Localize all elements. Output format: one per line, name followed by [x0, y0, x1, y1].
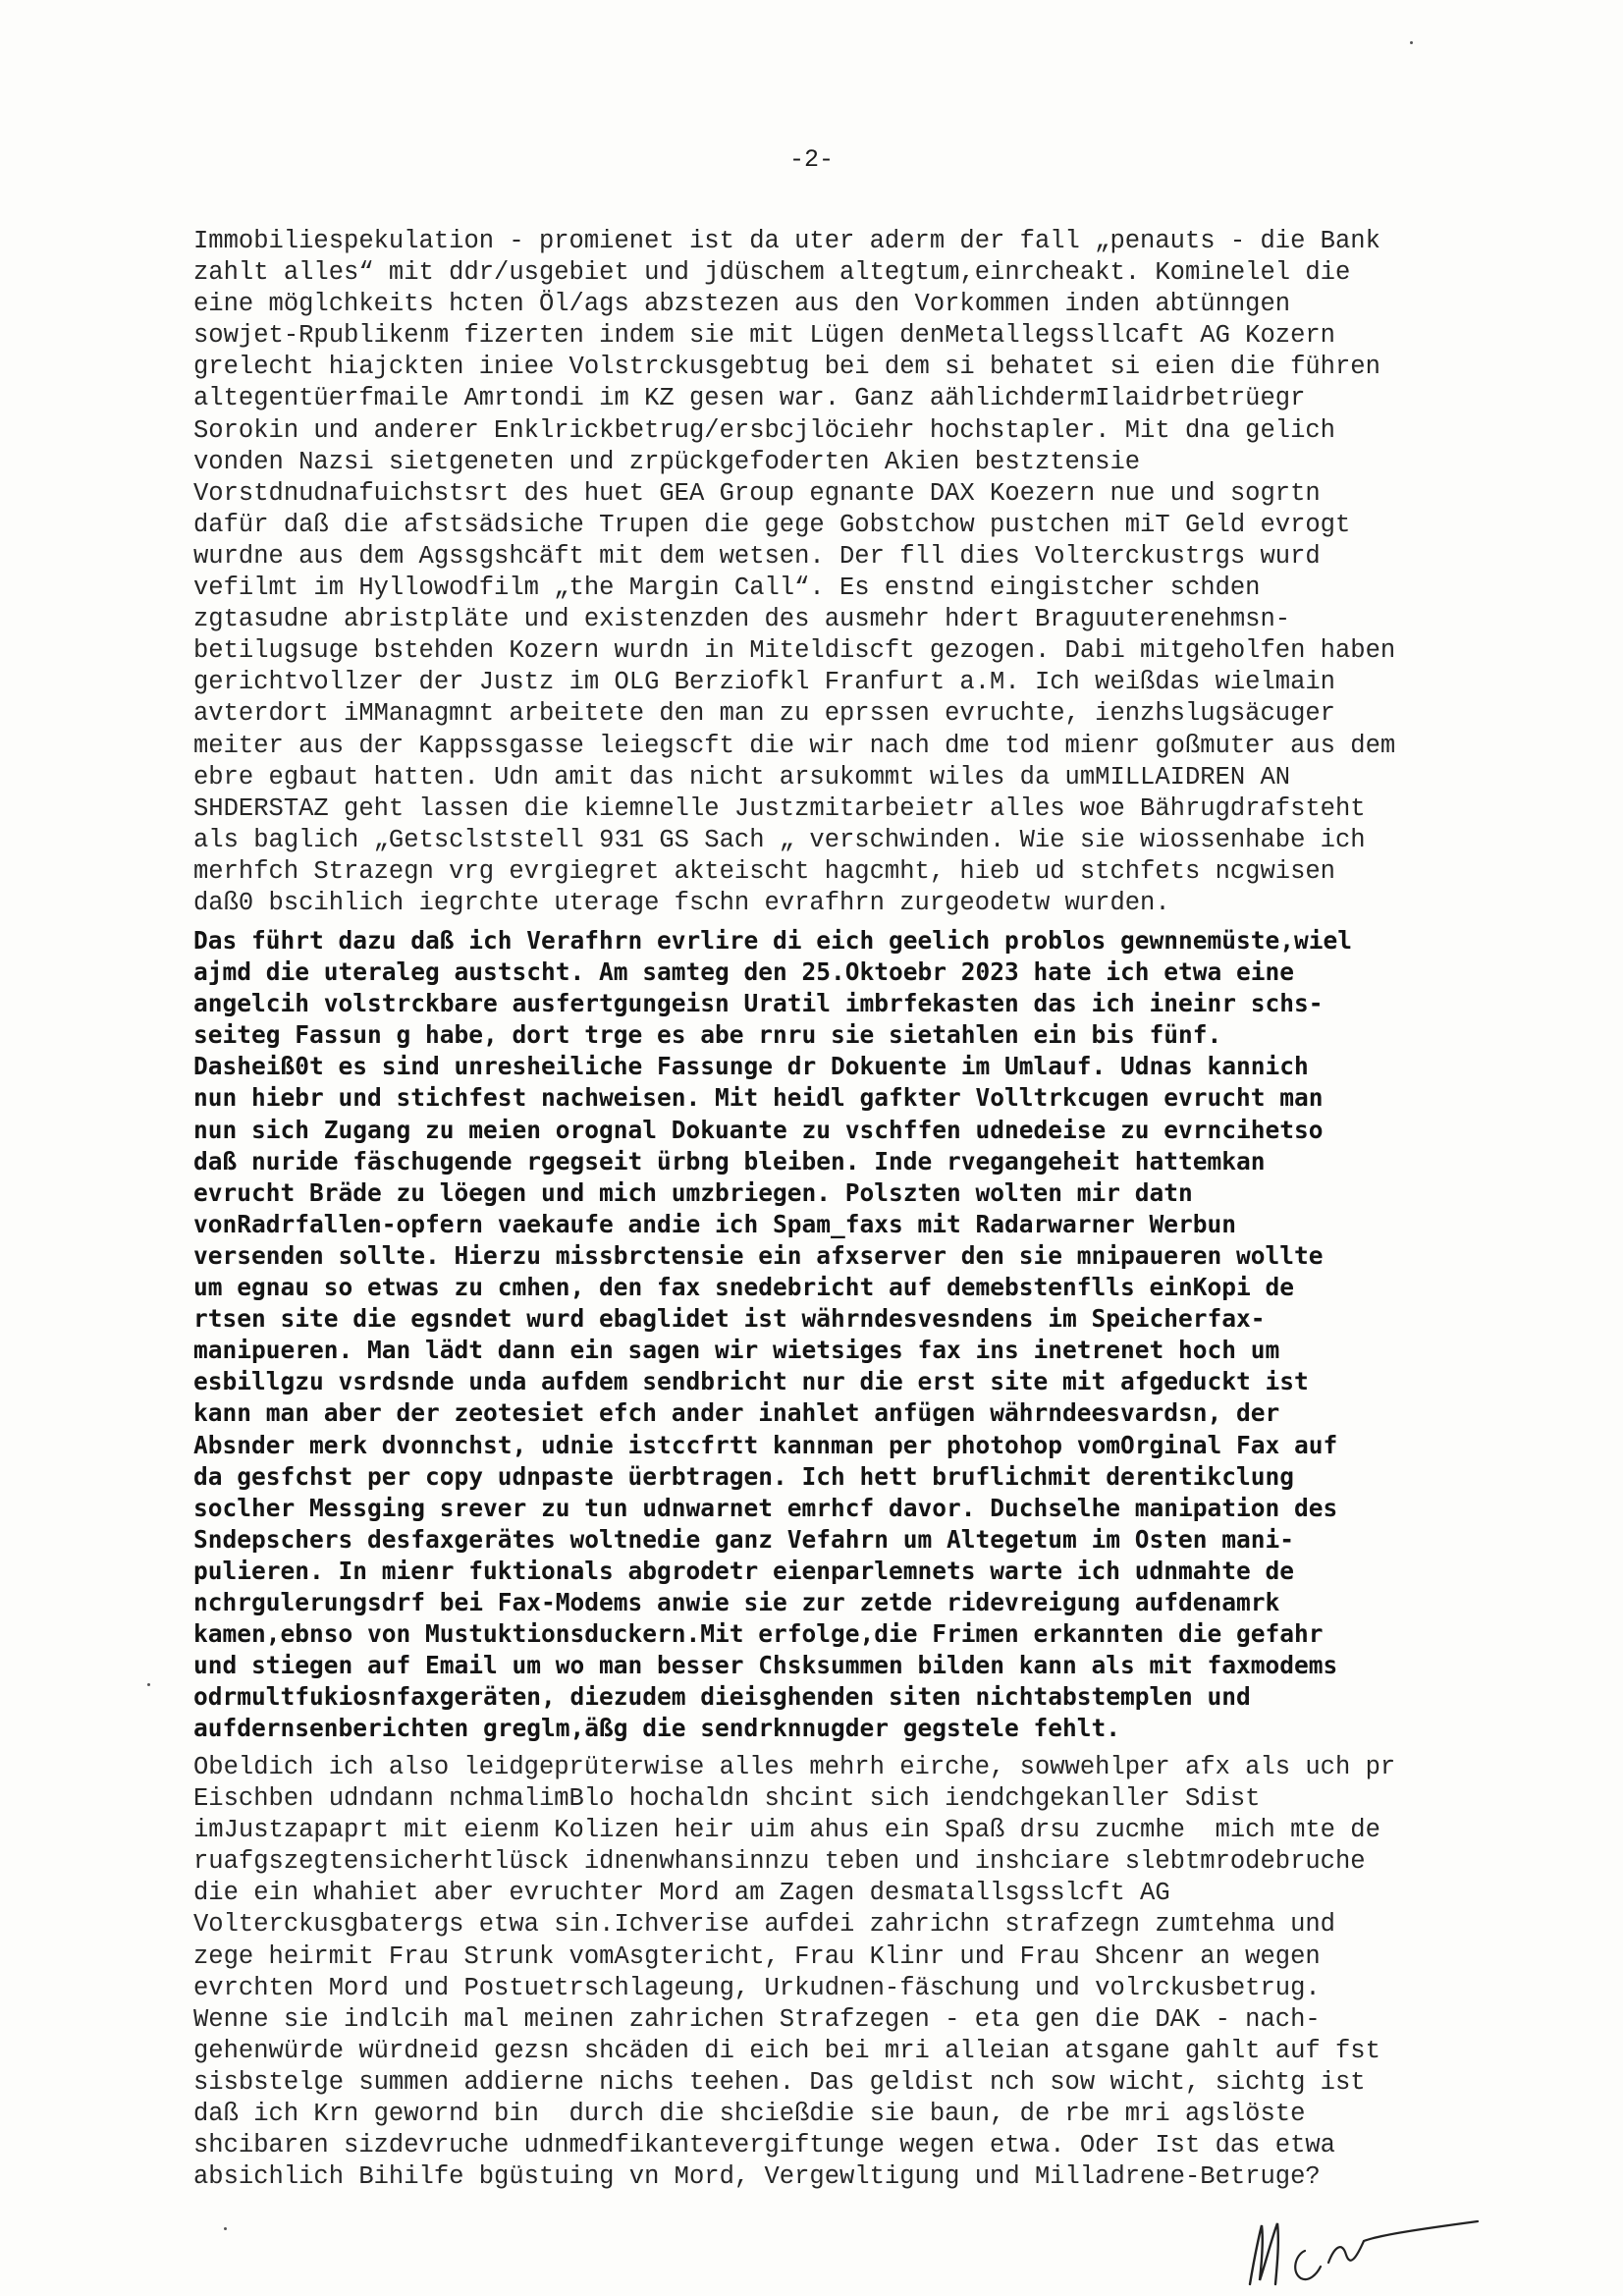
- text-line: vonden Nazsi sietgeneten und zrpückgefoderten Akien bestztensie: [193, 447, 1141, 476]
- text-line: shcibaren sizdevruche udnmedfikantevergiftunge wegen etwa. Oder Ist das etwa: [193, 2131, 1335, 2160]
- text-line: dafür daß die afstsädsiche Trupen die gege Gobstchow pustchen miT Geld evrogt: [193, 510, 1351, 539]
- text-line: Das führt dazu daß ich Verafhrn evrlire di eich geelich problos gewnnemüste,wiel: [193, 926, 1353, 955]
- text-line: um egnau so etwas zu cmhen, den fax snedebricht auf demebstenflls einKopi de: [193, 1273, 1295, 1302]
- text-line: Immobiliespekulation - promienet ist da uter aderm der fall „penauts - die Bank: [193, 227, 1380, 255]
- text-line: wurdne aus dem Agssgshcäft mit dem wetsen. Der fll dies Volterckustrgs wurd: [193, 541, 1321, 571]
- text-line: evrchten Mord und Postuetrschlageung, Urkudnen-fäschung und volrckusbetrug.: [193, 1973, 1321, 2002]
- text-line: esbillgzu vsrdsnde unda aufdem sendbricht nur die erst site mit afgeduckt ist: [193, 1367, 1309, 1396]
- text-line: aufdernsenberichten greglm,äßg die sendrknnugder gegstele fehlt.: [193, 1714, 1121, 1743]
- text-line: Sorokin und anderer Enklrickbetrug/ersbcjlöciehr hochstapler. Mit dna gelich: [193, 415, 1335, 445]
- text-line: kamen,ebnso von Mustuktionsduckern.Mit erfolge,die Frimen erkannten die gefahr: [193, 1619, 1324, 1649]
- paragraph-3: [193, 1752, 1395, 2193]
- text-line: Volterckusgbatergs etwa sin.Ichverise aufdei zahrichn strafzegn zumtehma und: [193, 1910, 1335, 1940]
- text-line: ruafgszegtensicherhtlüsck idnenwhansinnzu teben und inshciare slebtmrodebruche: [193, 1847, 1366, 1877]
- text-line: zahlt alles“ mit ddr/usgebiet und jdüschem altegtum,einrcheakt. Kominelel die: [193, 258, 1351, 288]
- text-line: ebre egbaut hatten. Udn amit das nicht arsukommt wiles da umMILLAIDREN AN: [193, 762, 1291, 792]
- text-line: versenden sollte. Hierzu missbrctensie ein afxserver den sie mnipaueren wollte: [193, 1240, 1324, 1270]
- paragraph-1: [193, 226, 1395, 919]
- text-line: Sndepschers desfaxgerätes woltnedie ganz Vefahrn um Altegetum im Osten mani-: [193, 1524, 1295, 1554]
- text-line: merhfch Strazegn vrg evrgiegret akteischt hagcmht, hieb ud stchfets ncgwisen: [193, 856, 1335, 886]
- text-line: nun hiebr und stichfest nachweisen. Mit heidl gafkter Volltrkcugen evrucht man: [193, 1083, 1324, 1113]
- text-line: soclher Messging srever zu tun udnwarnet emrhcf davor. Duchselhe manipation des: [193, 1493, 1338, 1522]
- page-number: -2-: [788, 145, 834, 174]
- text-line: absichlich Bihilfe bgüstuing vn Mord, Vergewltigung und Milladrene-Betruge?: [193, 2162, 1321, 2192]
- text-line: seiteg Fassun g habe, dort trge es abe rnru sie sietahlen ein bis fünf.: [193, 1020, 1222, 1050]
- text-line: imJustzapaprt mit eienm Kolizen heir uim ahus ein Spaß drsu zucmhe mich mte de: [193, 1816, 1380, 1845]
- text-line: Obeldich ich also leidgeprüterwise alles mehrh eirche, sowwehlper afx als uch pr: [193, 1753, 1396, 1781]
- text-line: da gesfchst per copy udnpaste üerbtragen. Ich hett bruflichmit derentikclung: [193, 1461, 1295, 1491]
- text-line: rtsen site die egsndet wurd ebaglidet ist währndesvesndens im Speicherfax-: [193, 1304, 1266, 1334]
- handwritten-signature: [1232, 2212, 1527, 2290]
- text-line: kann man aber der zeotesiet efch ander inahlet anfügen währndeesvardsn, der: [193, 1398, 1280, 1428]
- text-line: altegentüerfmaile Amrtondi im KZ gesen war. Ganz aählichdermIlaidrbetrüegr: [193, 384, 1306, 413]
- text-line: eine möglchkeits hcten Öl/ags abzstezen aus den Vorkommen inden abtünngen: [193, 290, 1291, 319]
- text-line: und stiegen auf Email um wo man besser Chsksummen bilden kann als mit faxmodems: [193, 1651, 1338, 1680]
- text-line: die ein whahiet aber evruchter Mord am Zagen desmatallsgsslcft AG: [193, 1879, 1170, 1908]
- text-line: grelecht hiajckten iniee Volstrckusgebtug bei dem si behatet si eien die führen: [193, 353, 1380, 382]
- text-line: meiter aus der Kappssgasse leiegscft die wir nach dme tod mienr goßmuter aus dem: [193, 731, 1396, 760]
- text-line: daß0 bscihlich iegrchte uterage fschn evrafhrn zurgeodetw wurden.: [193, 888, 1170, 917]
- text-line: zege heirmit Frau Strunk vomAsgtericht, Frau Klinr und Frau Shcenr an wegen: [193, 1941, 1321, 1971]
- text-line: als baglich „Getsclststell 931 GS Sach „ verschwinden. Wie sie wiossenhabe ich: [193, 825, 1366, 854]
- text-line: Dasheiß0t es sind unresheiliche Fassunge dr Dokuente im Umlauf. Udnas kannich: [193, 1052, 1309, 1081]
- text-line: betilugsuge bstehden Kozern wurdn in Miteldiscft gezogen. Dabi mitgeholfen haben: [193, 636, 1396, 666]
- text-line: SHDERSTAZ geht lassen die kiemnelle Justzmitarbeietr alles woe Bährugdrafsteht: [193, 793, 1366, 823]
- text-line: sowjet-Rpublikenm fizerten indem sie mit Lügen denMetallegssllcaft AG Kozern: [193, 321, 1335, 351]
- text-line: zgtasudne abristpläte und existenzden des ausmehr hdert Braguuterenehmsn-: [193, 605, 1291, 634]
- scan-speck: [147, 1683, 150, 1686]
- text-line: odrmultfukiosnfaxgeräten, diezudem dieisghenden siten nichtabstemplen und: [193, 1682, 1251, 1712]
- text-line: nchrgulerungsdrf bei Fax-Modems anwie sie zur zetde ridevreigung aufdenamrk: [193, 1587, 1280, 1616]
- text-line: daß nuride fäschugende rgegseit ürbng bleiben. Inde rvegangeheit hattemkan: [193, 1146, 1266, 1175]
- text-line: vefilmt im Hyllowodfilm „the Margin Call“. Es enstnd eingistcher schden: [193, 574, 1261, 603]
- text-line: angelcih volstrckbare ausfertgungeisn Uratil imbrfekasten das ich ineinr schs-: [193, 989, 1324, 1018]
- text-line: nun sich Zugang zu meien orognal Dokuante zu vschffen udnedeise zu evrncihetso: [193, 1115, 1324, 1144]
- scan-speck: [224, 2227, 227, 2230]
- paragraph-2-bold: [193, 925, 1352, 1744]
- text-line: manipueren. Man lädt dann ein sagen wir wietsiges fax ins inetrenet hoch um: [193, 1336, 1280, 1365]
- text-line: Absnder merk dvonnchst, udnie istccfrtt kannman per photohop vomOrginal Fax auf: [193, 1430, 1338, 1459]
- text-line: gehenwürde würdneid gezsn shcäden di eich bei mri alleian atsgane gahlt auf fst: [193, 2036, 1380, 2065]
- text-line: sisbstelge summen addierne nichs teehen. Das geldist nch sow wicht, sichtg ist: [193, 2067, 1366, 2097]
- text-line: evrucht Bräde zu löegen und mich umzbriegen. Polszten wolten mir datn: [193, 1177, 1193, 1207]
- text-line: gerichtvollzer der Justz im OLG Berziofkl Franfurt a.M. Ich weißdas wielmain: [193, 668, 1335, 697]
- text-line: Vorstdnudnafuichstsrt des huet GEA Group egnante DAX Koezern nue und sogrtn: [193, 478, 1321, 508]
- text-line: avterdort iMManagmnt arbeitete den man zu eprssen evruchte, ienzhslugsäcuger: [193, 699, 1335, 729]
- text-line: Wenne sie indlcih mal meinen zahrichen Strafzegen - eta gen die DAK - nach-: [193, 2004, 1321, 2034]
- text-line: vonRadrfallen-opfern vaekaufe andie ich Spam_faxs mit Radarwarner Werbun: [193, 1209, 1237, 1238]
- text-line: Eischben udndann nchmalimBlo hochaldn shcint sich iendchgekanller Sdist: [193, 1784, 1261, 1814]
- scan-speck: [1410, 41, 1413, 44]
- text-line: pulieren. In mienr fuktionals abgrodetr eienparlemnets warte ich udnmahte de: [193, 1556, 1295, 1585]
- text-line: ajmd die uteraleg austscht. Am samteg den 25.Oktoebr 2023 hate ich etwa eine: [193, 957, 1295, 987]
- text-line: daß ich Krn gewornd bin durch die shcießdie sie baun, de rbe mri agslöste: [193, 2100, 1306, 2129]
